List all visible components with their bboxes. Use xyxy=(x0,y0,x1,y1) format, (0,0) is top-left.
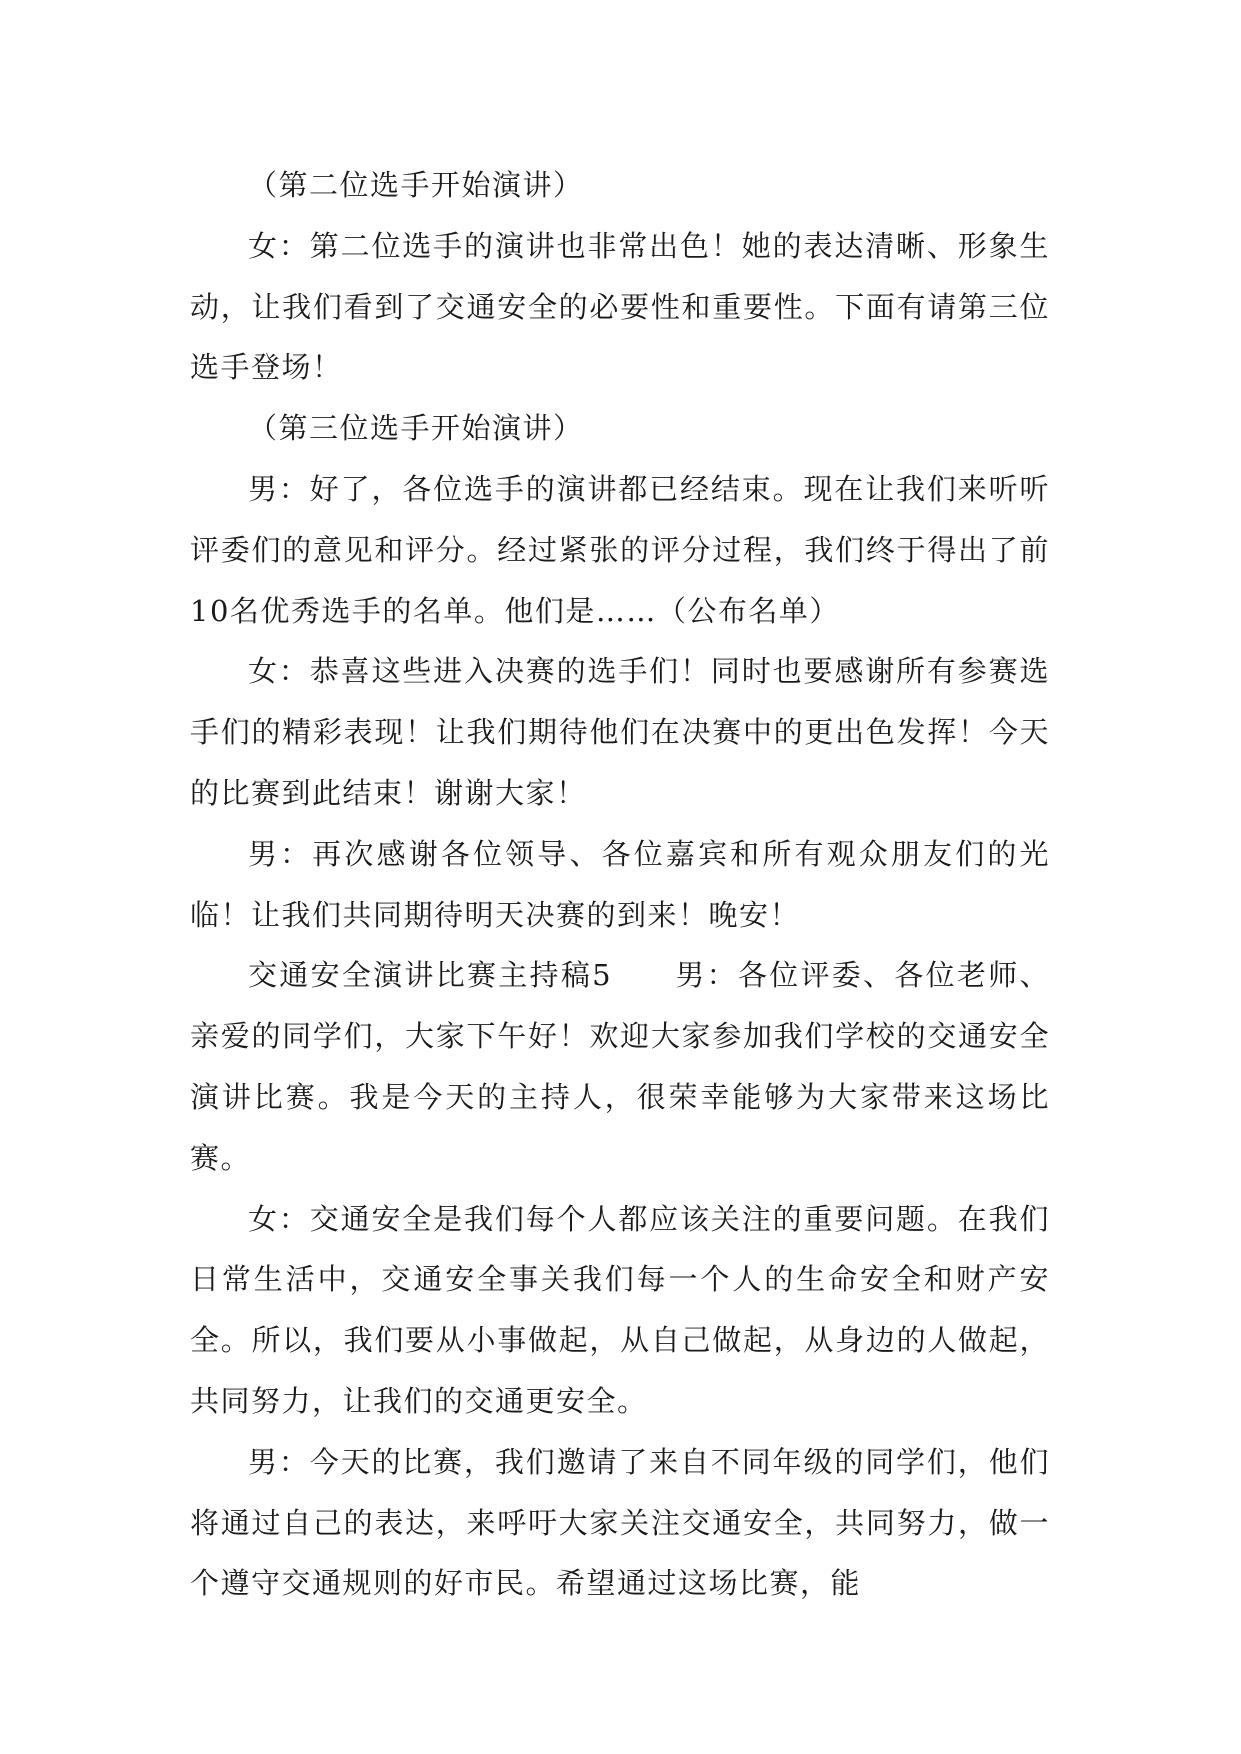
paragraph: 女：第二位选手的演讲也非常出色！她的表达清晰、形象生动，让我们看到了交通安全的必要性和重要性。下面有请第三位选手登场！ xyxy=(190,228,1050,385)
paragraph: 男：好了，各位选手的演讲都已经结束。现在让我们来听听评委们的意见和评分。经过紧张的评分过程，我们终于得出了前10名优秀选手的名单。他们是……（公布名单） xyxy=(190,471,1050,628)
paragraph: 男：再次感谢各位领导、各位嘉宾和所有观众朋友们的光临！让我们共同期待明天决赛的到来！晚安！ xyxy=(190,836,1050,932)
paragraph: （第二位选手开始演讲） xyxy=(248,168,584,202)
document-body xyxy=(190,155,1050,1614)
paragraph: 女：交通安全是我们每个人都应该关注的重要问题。在我们日常生活中，交通安全事关我们每一个人的生命安全和财产安全。所以，我们要从小事做起，从自己做起，从身边的人做起，共同努力，让我们的交通更安全。 xyxy=(190,1201,1050,1418)
paragraph: （第三位选手开始演讲） xyxy=(248,411,584,446)
paragraph: 女：恭喜这些进入决赛的选手们！同时也要感谢所有参赛选手们的精彩表现！让我们期待他们在决赛中的更出色发挥！今天的比赛到此结束！谢谢大家！ xyxy=(190,654,1050,810)
paragraph: 交通安全演讲比赛主持稿5 男：各位评委、各位老师、亲爱的同学们，大家下午好！欢迎大家参加我们学校的交通安全演讲比赛。我是今天的主持人，很荣幸能够为大家带来这场比赛。 xyxy=(190,958,1050,1175)
paragraph: 男：今天的比赛，我们邀请了来自不同年级的同学们，他们将通过自己的表达，来呼吁大家关注交通安全，共同努力，做一个遵守交通规则的好市民。希望通过这场比赛，能 xyxy=(190,1444,1050,1601)
